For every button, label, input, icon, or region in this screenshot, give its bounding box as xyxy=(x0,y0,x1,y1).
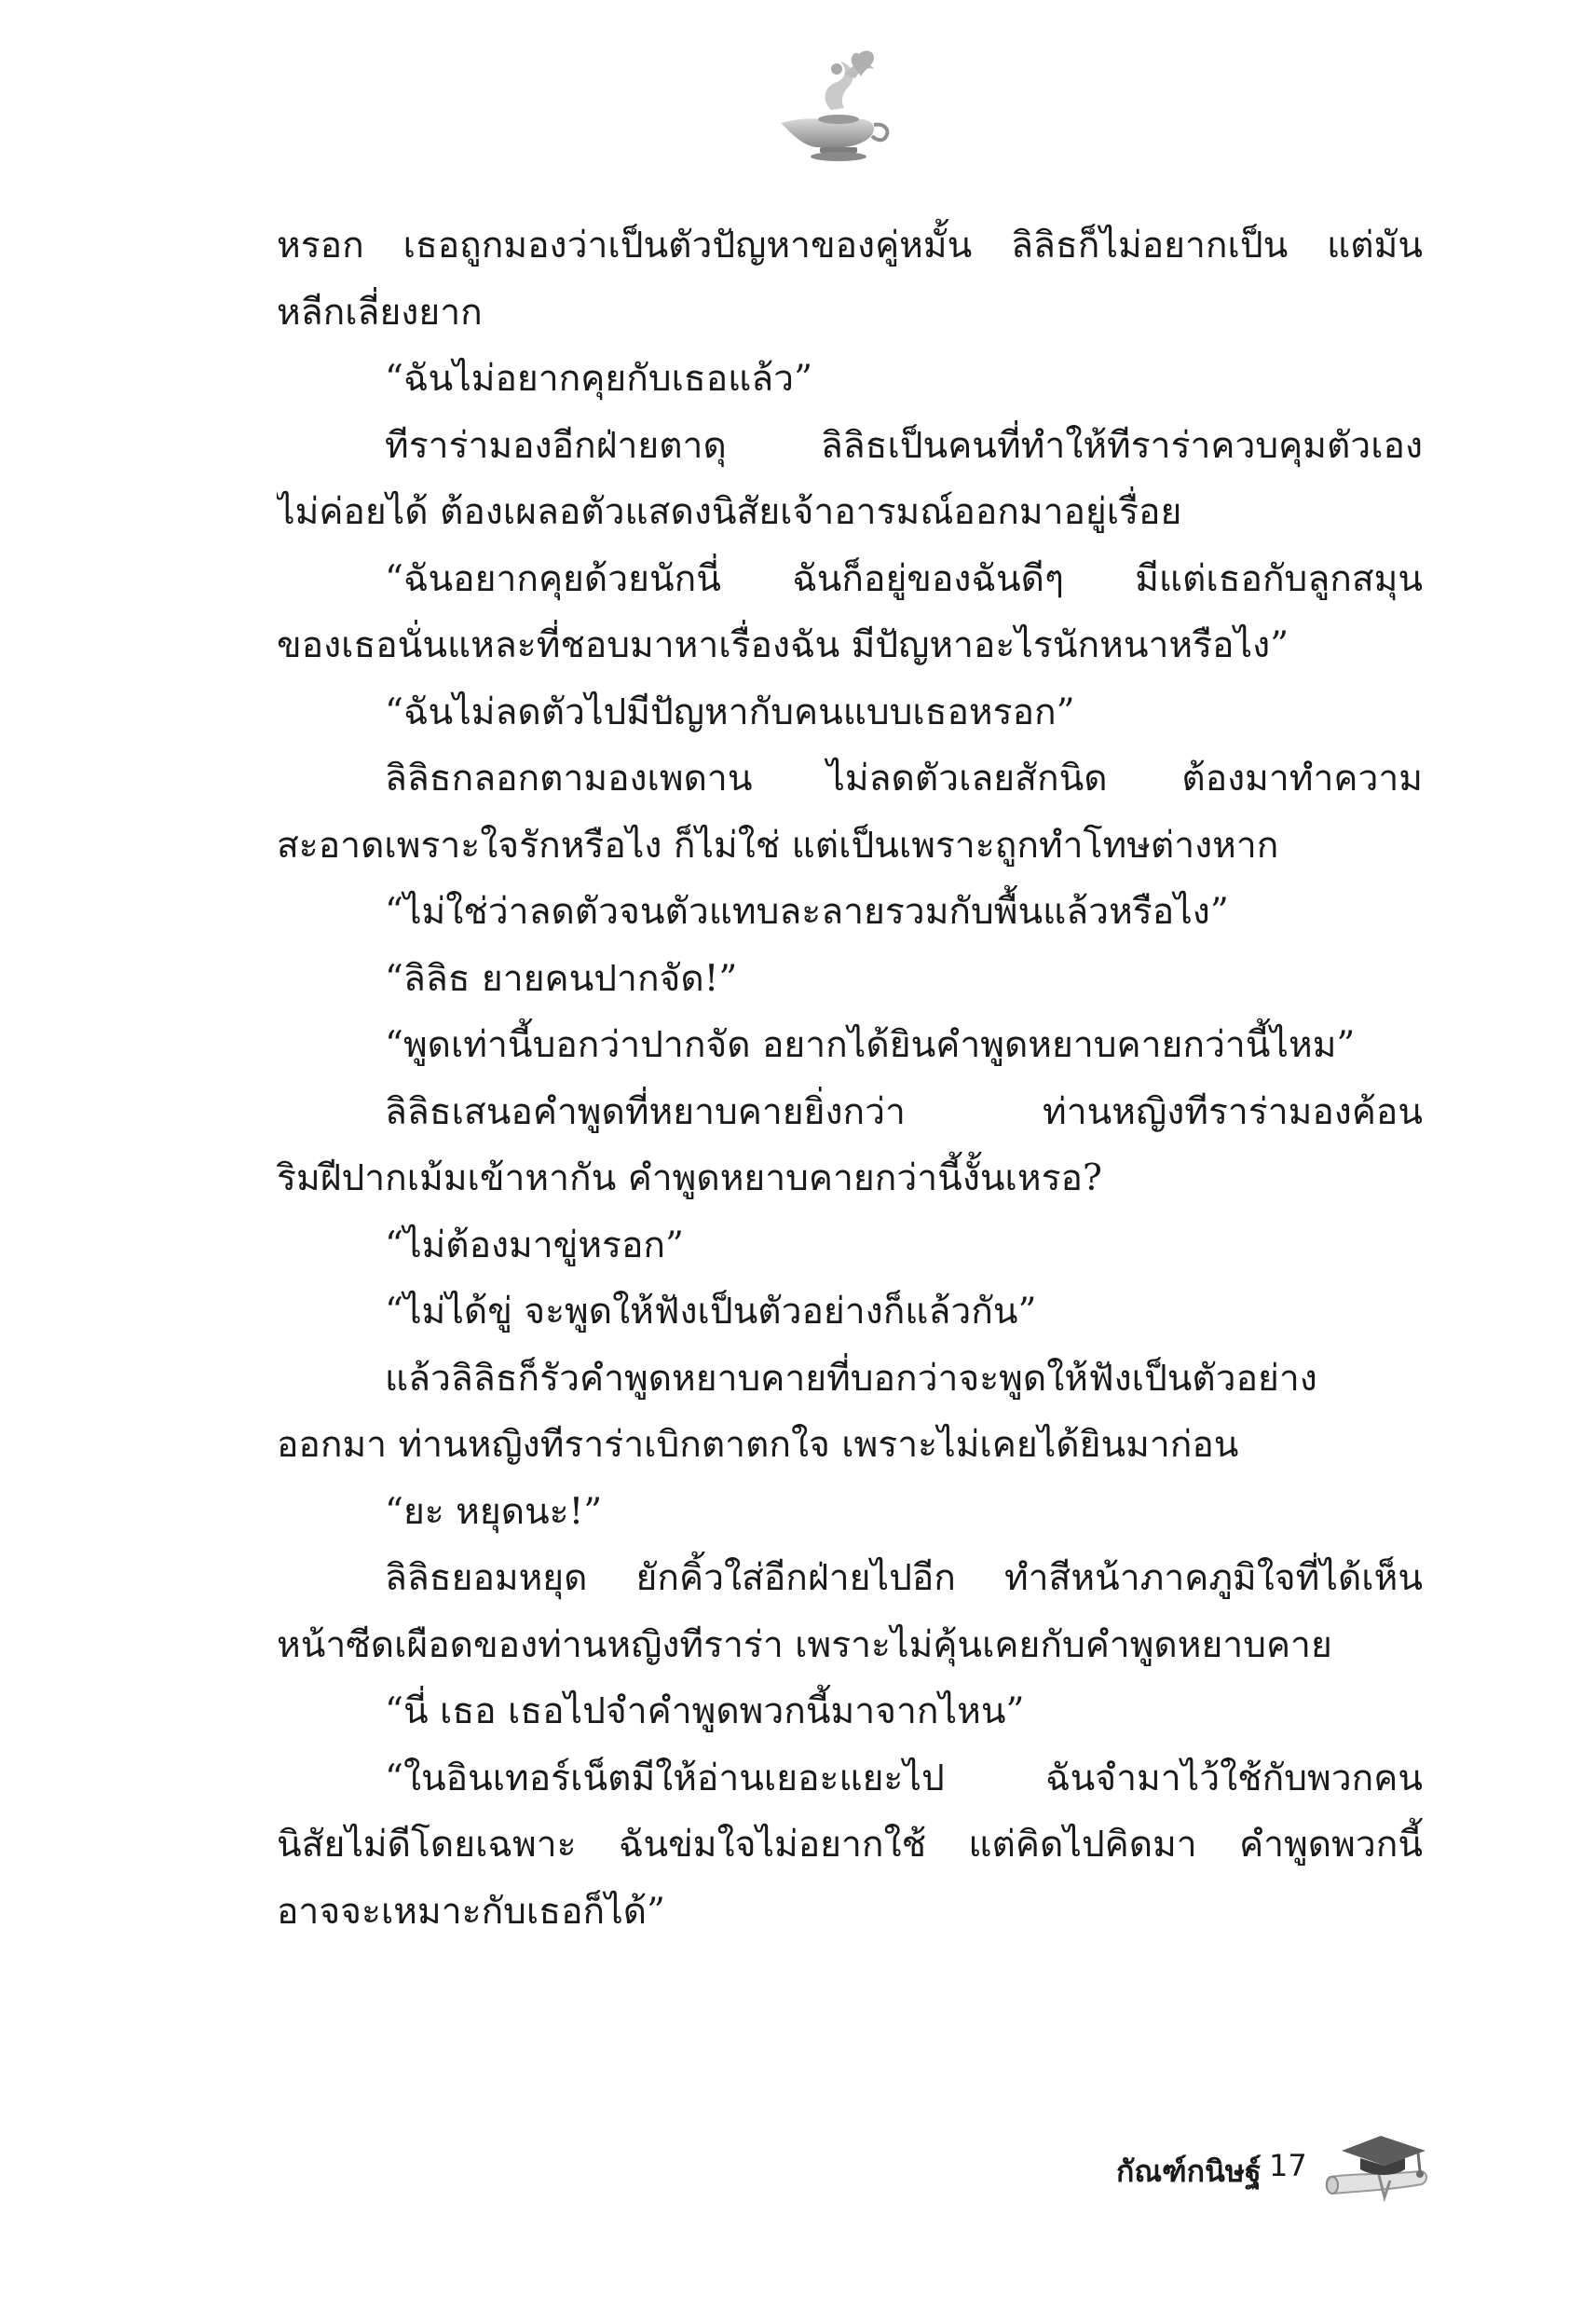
text-line: “ฉันอยากคุยด้วยนักนี่ ฉันก็อยู่ของฉันดีๆ มีแต่เธอกับลูกสมุน xyxy=(385,557,1423,600)
text-line: ลิลิธยอมหยุด ยักคิ้วใส่อีกฝ่ายไปอีก ทำสีหน้าภาคภูมิใจที่ได้เห็น xyxy=(385,1557,1423,1599)
text-line: “ฉันไม่อยากคุยกับเธอแล้ว” xyxy=(385,358,813,400)
text-line: “ฉันไม่ลดตัวไปมีปัญหากับคนแบบเธอหรอก” xyxy=(385,691,1075,733)
text-line: “ไม่ใช่ว่าลดตัวจนตัวแทบละลายรวมกับพื้นแล้วหรือไง” xyxy=(385,891,1229,933)
text-line: “พูดเท่านี้บอกว่าปากจัด อยากได้ยินคำพูดหยาบคายกว่านี้ไหม” xyxy=(385,1024,1356,1066)
paragraph xyxy=(277,1212,1423,1279)
text-line: ลิลิธเสนอคำพูดที่หยาบคายยิ่งกว่า ท่านหญิงทีราร่ามองค้อน xyxy=(385,1090,1423,1133)
text-line: สะอาดเพราะใจรักหรือไง ก็ไม่ใช่ แต่เป็นเพราะถูกทำโทษต่างหาก xyxy=(277,824,1279,867)
paragraph xyxy=(277,1012,1423,1079)
paragraph xyxy=(277,546,1423,679)
paragraph xyxy=(277,745,1423,879)
paragraph xyxy=(277,1079,1423,1212)
page-number: 17 xyxy=(1269,2148,1307,2183)
text-line: ริมฝีปากเม้มเข้าหากัน คำพูดหยาบคายกว่านี้งั้นเหรอ? xyxy=(277,1157,1102,1199)
paragraph xyxy=(277,1678,1423,1745)
paragraph xyxy=(277,413,1423,546)
paragraph xyxy=(277,1545,1423,1678)
text-line: ของเธอนั่นแหละที่ชอบมาหาเรื่องฉัน มีปัญหาอะไรนักหนาหรือไง” xyxy=(277,624,1289,666)
text-line: หน้าซีดเผือดของท่านหญิงทีราร่า เพราะไม่คุ้นเคยกับคำพูดหยาบคาย xyxy=(277,1623,1332,1666)
paragraph xyxy=(277,1745,1423,1946)
paragraph xyxy=(277,1279,1423,1346)
genie-lamp-ornament-icon xyxy=(764,45,894,166)
text-line: ทีราร่ามองอีกฝ่ายตาดุ ลิลิธเป็นคนที่ทำให้ทีราร่าควบคุมตัวเอง xyxy=(385,424,1423,467)
text-line: “ยะ หยุดนะ!” xyxy=(385,1490,603,1533)
paragraph xyxy=(277,1479,1423,1546)
paragraph xyxy=(277,1346,1423,1479)
graduation-cap-scroll-icon xyxy=(1323,2123,1435,2202)
text-line: “นี่ เธอ เธอไปจำคำพูดพวกนี้มาจากไหน” xyxy=(385,1690,1025,1732)
chapter-body-text xyxy=(277,212,1423,1945)
text-line: ลิลิธกลอกตามองเพดาน ไม่ลดตัวเลยสักนิด ต้องมาทำความ xyxy=(385,758,1423,800)
paragraph xyxy=(277,346,1423,413)
text-line: แล้วลิลิธก็รัวคำพูดหยาบคายที่บอกว่าจะพูดให้ฟังเป็นตัวอย่าง xyxy=(385,1357,1317,1400)
text-line: อาจจะเหมาะกับเธอก็ได้” xyxy=(277,1890,665,1933)
text-line: นิสัยไม่ดีโดยเฉพาะ ฉันข่มใจไม่อยากใช้ แต่คิดไปคิดมา คำพูดพวกนี้ xyxy=(277,1824,1423,1866)
text-line: “ไม่ต้องมาขู่หรอก” xyxy=(385,1224,684,1266)
paragraph xyxy=(277,212,1423,346)
text-line: ไม่ค่อยได้ ต้องเผลอตัวแสดงนิสัยเจ้าอารมณ์ออกมาอยู่เรื่อย xyxy=(277,491,1182,533)
text-line: “ไม่ได้ขู่ จะพูดให้ฟังเป็นตัวอย่างก็แล้วกัน” xyxy=(385,1291,1037,1333)
text-line: “ลิลิธ ยายคนปากจัด!” xyxy=(385,957,738,1000)
text-line: “ในอินเทอร์เน็ตมีให้อ่านเยอะแยะไป ฉันจำมาไว้ใช้กับพวกคน xyxy=(385,1757,1423,1799)
text-line: ออกมา ท่านหญิงทีราร่าเบิกตาตกใจ เพราะไม่เคยได้ยินมาก่อน xyxy=(277,1424,1239,1466)
text-line: หรอก เธอถูกมองว่าเป็นตัวปัญหาของคู่หมั้น ลิลิธก็ไม่อยากเป็น แต่มัน xyxy=(277,225,1423,267)
text-line: หลีกเลี่ยงยาก xyxy=(277,291,483,334)
book-title: กัณฑ์กนิษฐ์ xyxy=(1116,2154,1262,2189)
paragraph xyxy=(277,679,1423,746)
paragraph xyxy=(277,946,1423,1013)
paragraph xyxy=(277,879,1423,946)
